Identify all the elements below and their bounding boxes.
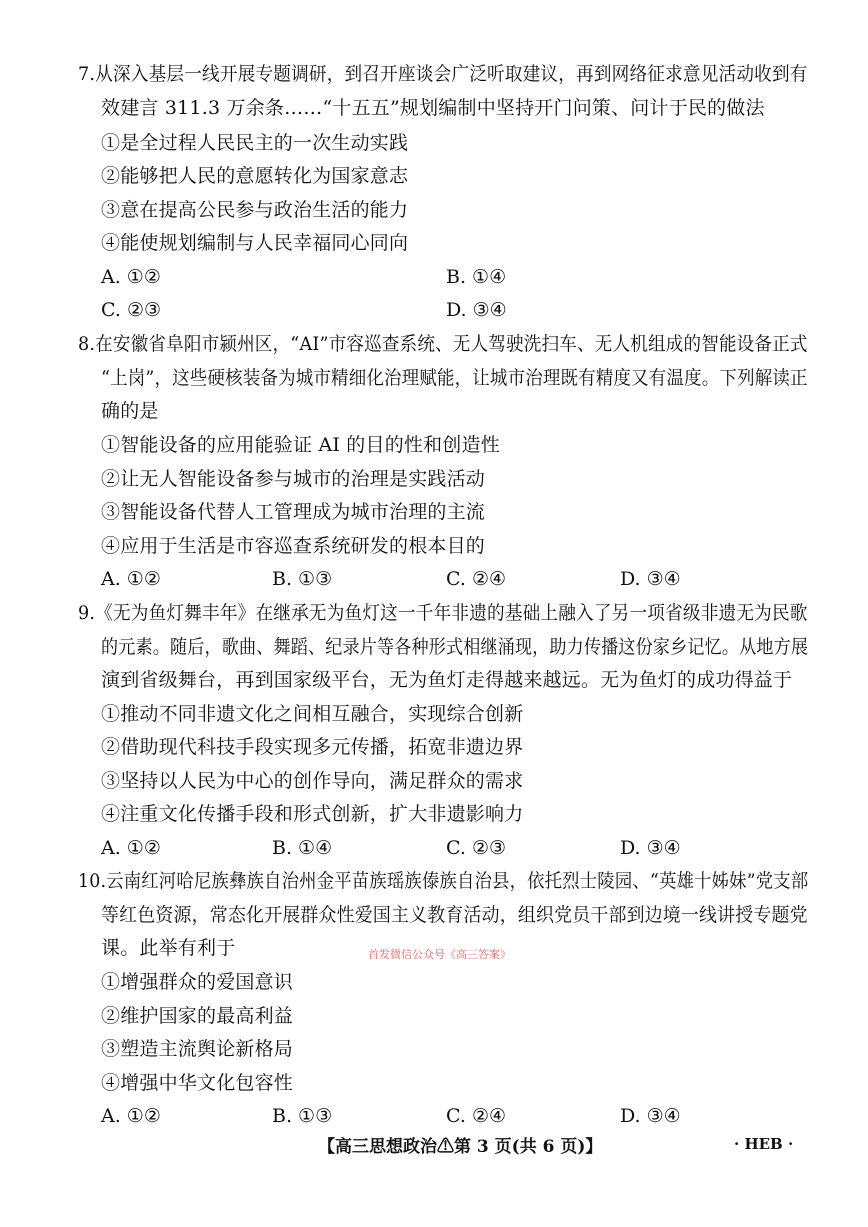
- question-10-option-a: A. ①②: [101, 1105, 161, 1127]
- question-9-stem-line-3: 演到省级舞台，再到国家级平台，无为鱼灯走得越来越远。无为鱼灯的成功得益于: [101, 669, 793, 691]
- question-8-stem-line-2: “上岗”，这些硬核装备为城市精细化治理赋能，让城市治理既有精度又有温度。下列解读正: [101, 367, 808, 389]
- question-10-option-d: D. ③④: [620, 1105, 681, 1127]
- question-10-stem-line-1: 10.云南红河哈尼族彝族自治州金平苗族瑶族傣族自治县，依托烈士陵园、“英雄十姊妹”党支部: [78, 870, 809, 892]
- question-9-stem-line-2: 的元素。随后，歌曲、舞蹈、纪录片等各种形式相继涌现，助力传播这份家乡记忆。从地方展: [101, 636, 809, 658]
- question-10-stem-line-3: 课。此举有利于: [101, 937, 236, 959]
- question-10-option-b: B. ①③: [272, 1105, 333, 1127]
- question-10-stem-line-2: 等红色资源，常态化开展群众性爱国主义教育活动，组织党员干部到边境一线讲授专题党: [101, 904, 808, 926]
- question-9-option-b: B. ①④: [272, 837, 333, 859]
- question-8-item-3: ③智能设备代替人工管理成为城市治理的主流: [101, 501, 486, 523]
- question-8-item-2: ②让无人智能设备参与城市的治理是实践活动: [101, 468, 486, 490]
- question-9-option-d: D. ③④: [620, 837, 681, 859]
- question-7-option-b: B. ①④: [446, 266, 507, 288]
- question-9-option-c: C. ②③: [446, 837, 507, 859]
- question-9-item-4: ④注重文化传播手段和形式创新，扩大非遗影响力: [101, 803, 524, 825]
- question-7-item-3: ③意在提高公民参与政治生活的能力: [101, 199, 409, 221]
- question-7-item-4: ④能使规划编制与人民幸福同心同向: [101, 232, 409, 254]
- question-8-option-c: C. ②④: [446, 568, 507, 590]
- question-10-item-1: ①增强群众的爱国意识: [101, 971, 294, 993]
- exam-code: · HEB ·: [734, 1135, 794, 1153]
- question-7-item-1: ①是全过程人民民主的一次生动实践: [101, 132, 409, 154]
- question-9-item-1: ①推动不同非遗文化之间相互融合，实现综合创新: [101, 703, 524, 725]
- question-8-item-1: ①智能设备的应用能验证 AI 的目的性和创造性: [101, 434, 500, 456]
- question-7-option-a: A. ①②: [101, 266, 161, 288]
- question-9-stem-line-1: 9.《无为鱼灯舞丰年》在继承无为鱼灯这一千年非遗的基础上融入了另一项省级非遗无为民歌: [78, 602, 808, 624]
- question-7-option-d: D. ③④: [446, 299, 507, 321]
- question-8-option-d: D. ③④: [620, 568, 681, 590]
- question-7-option-c: C. ②③: [101, 299, 162, 321]
- question-9-option-a: A. ①②: [101, 837, 161, 859]
- question-8-stem-line-1: 8.在安徽省阜阳市颍州区，“AI”市容巡查系统、无人驾驶洗扫车、无人机组成的智能设备正式: [78, 333, 808, 355]
- question-10-option-c: C. ②④: [446, 1105, 507, 1127]
- question-8-option-a: A. ①②: [101, 568, 161, 590]
- question-8-item-4: ④应用于生活是市容巡查系统研发的根本目的: [101, 535, 486, 557]
- question-9-item-3: ③坚持以人民为中心的创作导向，满足群众的需求: [101, 770, 524, 792]
- watermark-text: 首发微信公众号《高三答案》: [368, 948, 511, 961]
- page-footer: 【高三思想政治⚠第 3 页(共 6 页)】: [318, 1137, 603, 1157]
- question-7-item-2: ②能够把人民的意愿转化为国家意志: [101, 165, 409, 187]
- question-10-item-4: ④增强中华文化包容性: [101, 1072, 294, 1094]
- question-10-item-3: ③塑造主流舆论新格局: [101, 1038, 294, 1060]
- question-8-stem-line-3: 确的是: [101, 400, 159, 422]
- question-8-option-b: B. ①③: [272, 568, 333, 590]
- question-7-stem-line-2: 效建言 311.3 万余条……“十五五”规划编制中坚持开门问策、问计于民的做法: [101, 97, 765, 119]
- question-10-item-2: ②维护国家的最高利益: [101, 1005, 294, 1027]
- question-7-stem-line-1: 7.从深入基层一线开展专题调研，到召开座谈会广泛听取建议，再到网络征求意见活动收到有: [78, 63, 808, 85]
- question-9-item-2: ②借助现代科技手段实现多元传播，拓宽非遗边界: [101, 736, 524, 758]
